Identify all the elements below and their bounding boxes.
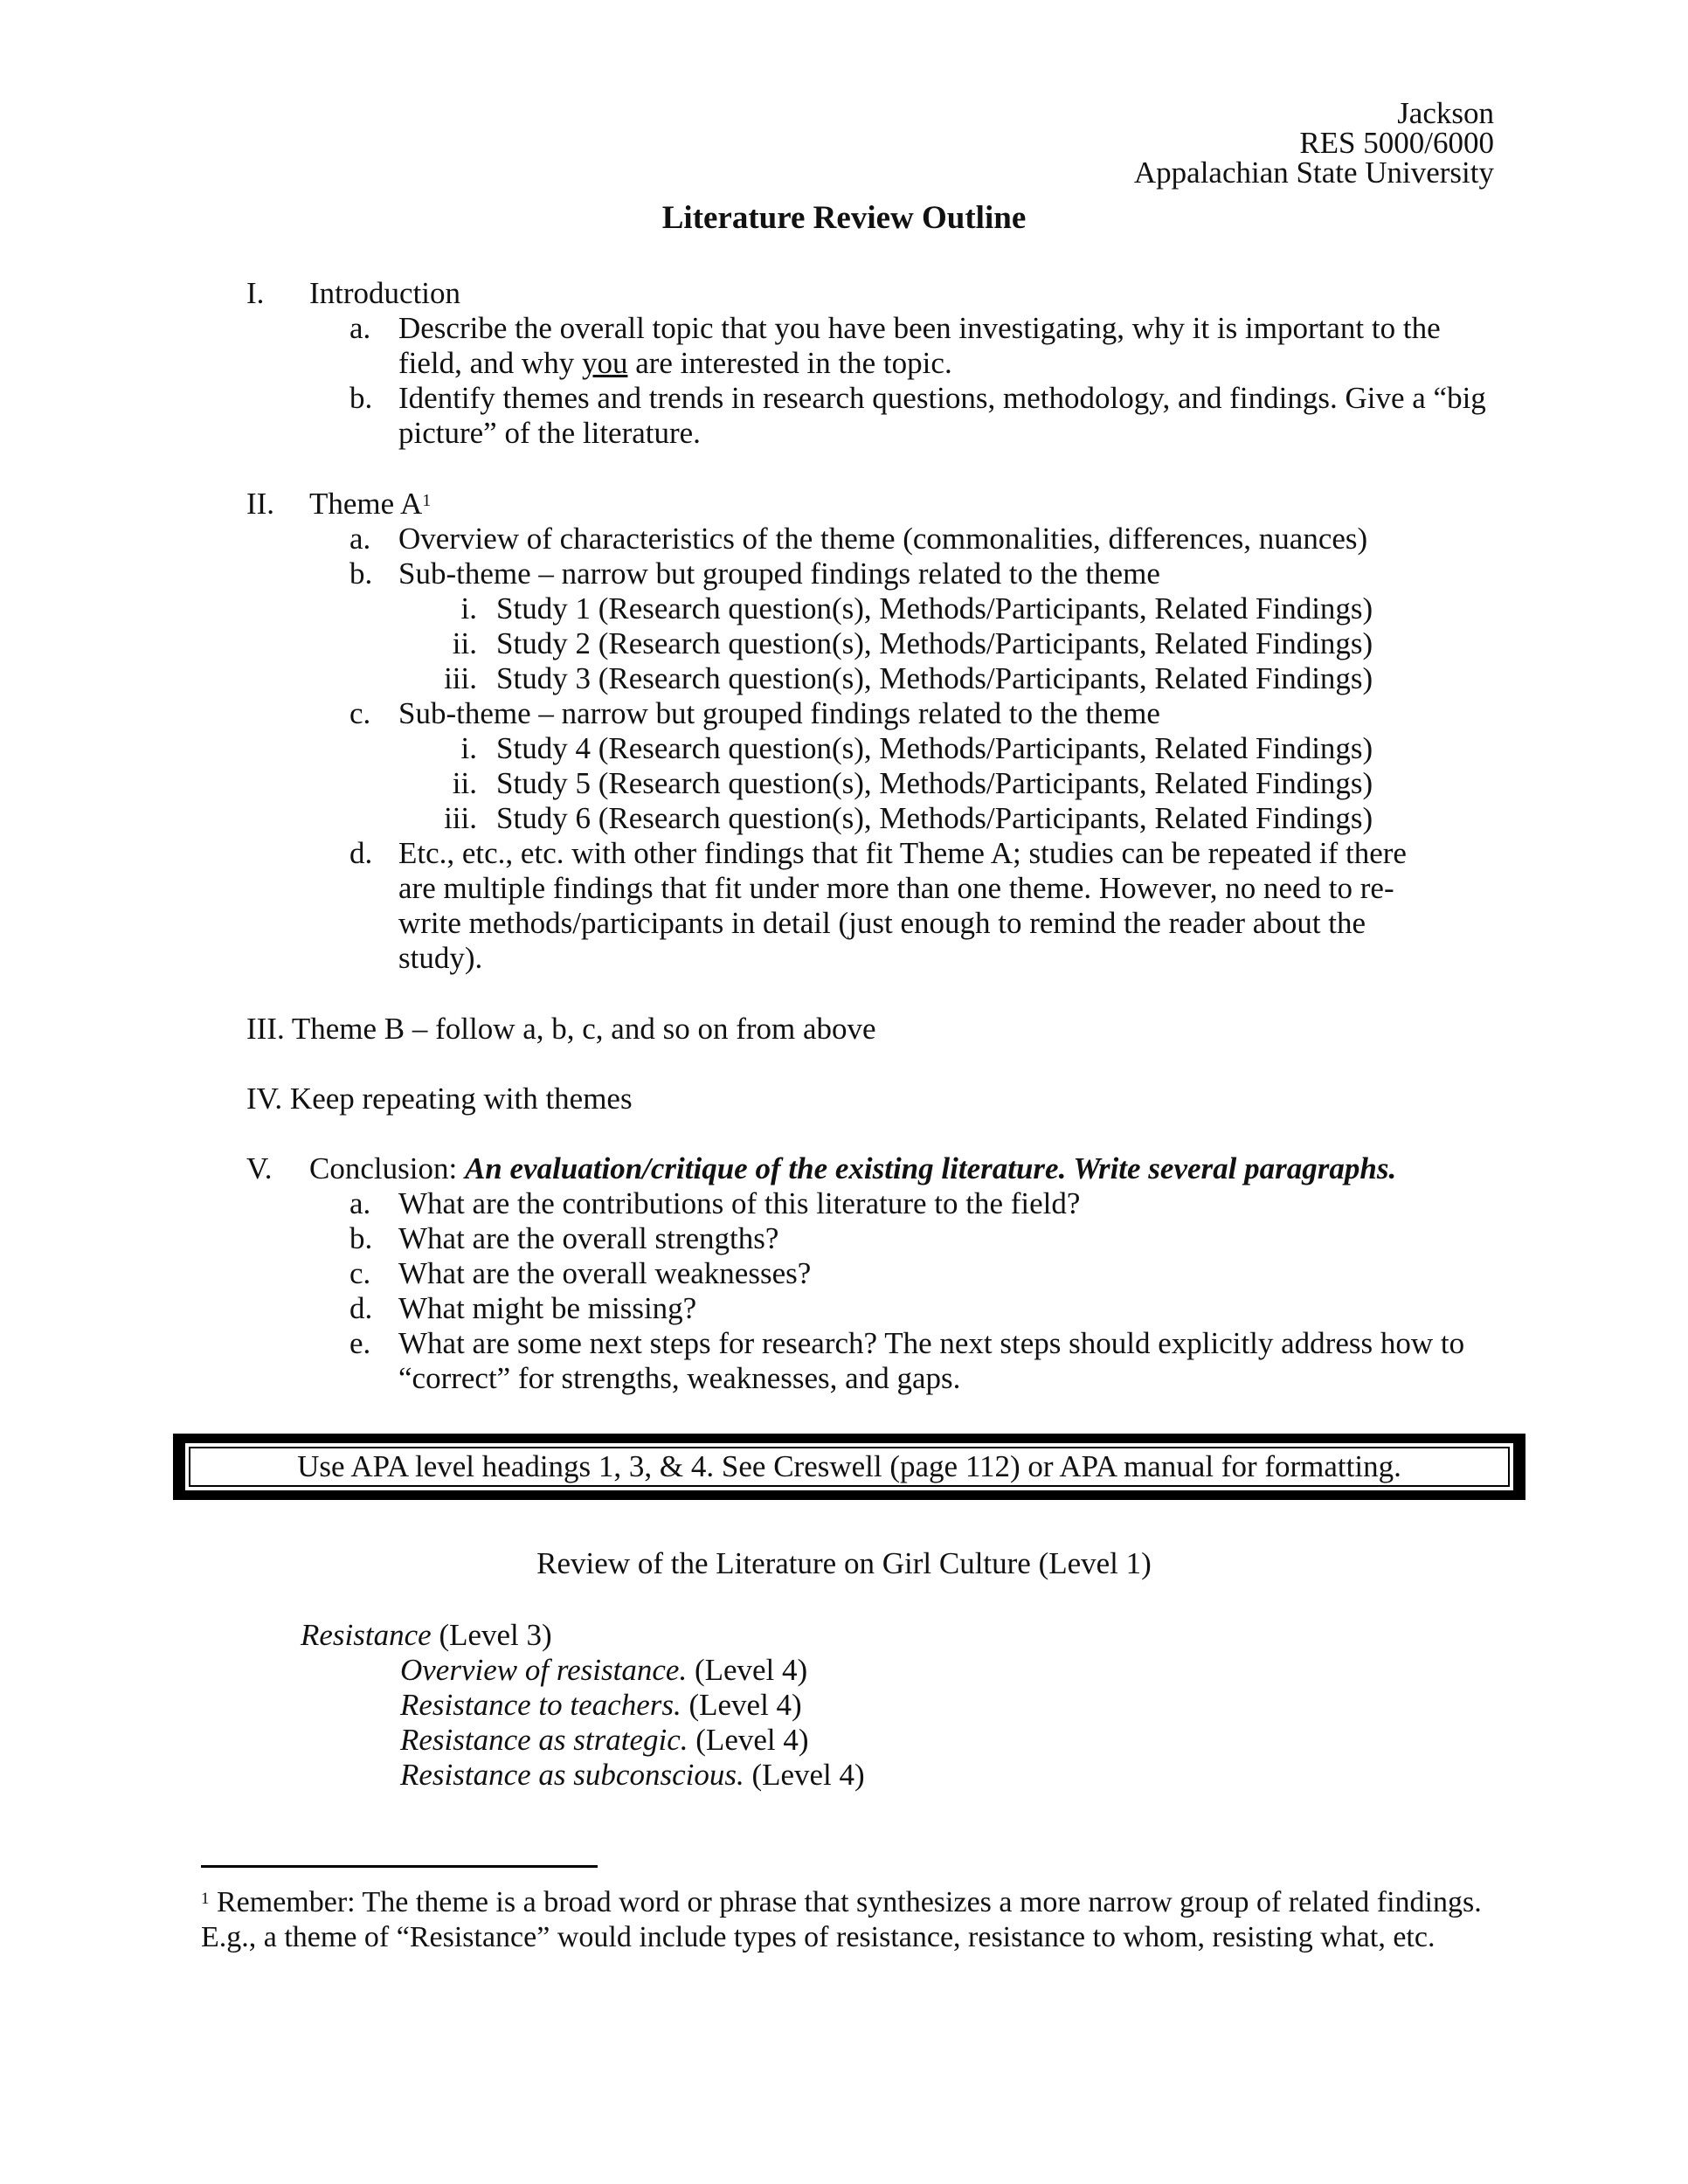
study-text: Study 4 (Research question(s), Methods/Participants, Related Findings) [496,731,1373,765]
outline-item-text: Overview of characteristics of the theme (commonalities, differences, nuances) [398,522,1368,556]
study-item [428,766,1373,801]
study-text: Study 1 (Research question(s), Methods/Participants, Related Findings) [496,591,1373,625]
item-marker: c. [349,1256,371,1290]
outline-item-marker: a. [349,522,371,556]
section-number: I. [246,276,265,310]
header-institution: Appalachian State University [1133,156,1494,190]
section-number: III. [246,1012,285,1046]
heading-suffix: (Level 4) [681,1688,802,1722]
heading-suffix: (Level 4) [687,1653,808,1687]
section-number: IV. [246,1082,283,1116]
example-level1-heading: Review of the Literature on Girl Culture (Level 1) [536,1546,1152,1580]
page-title: Literature Review Outline [661,200,1027,236]
outline-section-introduction [246,276,460,311]
outline-item-marker: c. [349,696,371,730]
heading-suffix: (Level 3) [431,1618,552,1652]
outline-section-repeat [246,1082,633,1116]
heading-italic: Resistance as strategic. [400,1723,688,1757]
example-level4-heading [400,1758,865,1793]
outline-item-marker: d. [349,836,373,870]
section-label: Introduction [309,276,461,310]
item-text: What are the overall weaknesses? [398,1256,812,1290]
heading-italic: Overview of resistance. [400,1653,688,1687]
outline-section-theme-b [246,1012,876,1047]
conclusion-item-text: What are some next steps for research? The next steps should explicitly address how to “correct” for strengths, weaknesses, and gaps. [398,1326,1465,1395]
item-marker: e. [349,1326,371,1360]
item-text: What are the contributions of this literature to the field? [398,1186,1081,1220]
header-author: Jackson [1397,96,1494,130]
example-level3-heading [301,1618,552,1653]
item-marker: b. [349,1221,373,1255]
heading-suffix: (Level 4) [688,1723,809,1757]
conclusion-emphasis: An evaluation/critique of the existing literature. Write several paragraphs. [464,1151,1397,1185]
outline-item-marker: a. [349,311,371,345]
footnote-separator [201,1865,598,1868]
item-marker: d. [349,1291,373,1325]
outline-item-text: Etc., etc., etc. with other findings that fit Theme A; studies can be repeated if there are multiple findings that fit under more than one theme. However, no need to re-write methods/participants in detail (just enough to remind the reader about the study). [398,836,1407,975]
section-label: Keep repeating with themes [289,1082,633,1116]
underlined-emphasis: you [581,346,628,380]
study-text: Study 6 (Research question(s), Methods/Participants, Related Findings) [496,801,1373,835]
example-level4-heading [400,1653,807,1688]
study-text: Study 3 (Research question(s), Methods/Participants, Related Findings) [496,661,1373,695]
study-item [428,591,1373,626]
conclusion-item [349,1221,778,1256]
section-label: Conclusion: [309,1151,458,1185]
study-item [428,801,1373,836]
section-label: Theme B – follow a, b, c, and so on from above [291,1012,876,1046]
section-number: V. [246,1151,273,1185]
conclusion-item [349,1186,1080,1221]
text-segment: Describe the overall topic that you have been investigating, why it is important to the field, and why [398,311,1441,380]
study-marker: i. [460,731,477,765]
item-text: What might be missing? [398,1291,697,1325]
text-segment: are interested in the topic. [627,346,952,380]
outline-item-text: Sub-theme – narrow but grouped findings related to the theme [398,556,1160,591]
heading-suffix: (Level 4) [744,1758,865,1792]
header-course: RES 5000/6000 [1299,126,1494,160]
footnote-marker: 1 [201,1890,210,1908]
item-text: What are the overall strengths? [398,1221,779,1255]
outline-item-text: Sub-theme – narrow but grouped findings related to the theme [398,696,1160,730]
study-text: Study 2 (Research question(s), Methods/Participants, Related Findings) [496,626,1373,660]
apa-note-text: Use APA level headings 1, 3, & 4. See Creswell (page 112) or APA manual for formatting. [297,1449,1401,1483]
item-marker: a. [349,1186,371,1220]
apa-note-inner [183,1441,1515,1492]
study-marker: ii. [452,766,477,800]
conclusion-item [349,1291,696,1326]
study-item [428,626,1373,661]
example-level4-heading [400,1723,809,1758]
study-marker: ii. [452,626,477,660]
study-marker: iii. [444,661,477,695]
heading-italic: Resistance to teachers. [400,1688,681,1722]
footnote [201,1885,1494,1955]
heading-italic: Resistance [301,1618,432,1652]
outline-item-marker: b. [349,381,373,415]
study-marker: iii. [444,801,477,835]
footnote-text: Remember: The theme is a broad word or phrase that synthesizes a more narrow group of related findings. E.g., a theme of “Resistance” would include types of resistance, resistance to whom, resisting what, etc. [201,1886,1482,1953]
section-label: Theme A [309,487,423,521]
footnote-reference[interactable]: 1 [422,491,432,510]
study-text: Study 5 (Research question(s), Methods/Participants, Related Findings) [496,766,1373,800]
section-number: II. [246,487,275,521]
outline-item-text [398,311,1499,381]
outline-section-conclusion [246,1151,1396,1186]
conclusion-item [349,1256,811,1291]
heading-italic: Resistance as subconscious. [400,1758,744,1792]
example-level4-heading [400,1688,802,1723]
study-marker: i. [460,591,477,625]
apa-note-box [173,1434,1525,1500]
outline-item-text: Identify themes and trends in research questions, methodology, and findings. Give a “big picture” of the literature. [398,381,1486,450]
outline-item-marker: b. [349,556,373,591]
study-item [428,661,1373,696]
outline-section-theme-a [246,487,431,522]
study-item [428,731,1373,766]
